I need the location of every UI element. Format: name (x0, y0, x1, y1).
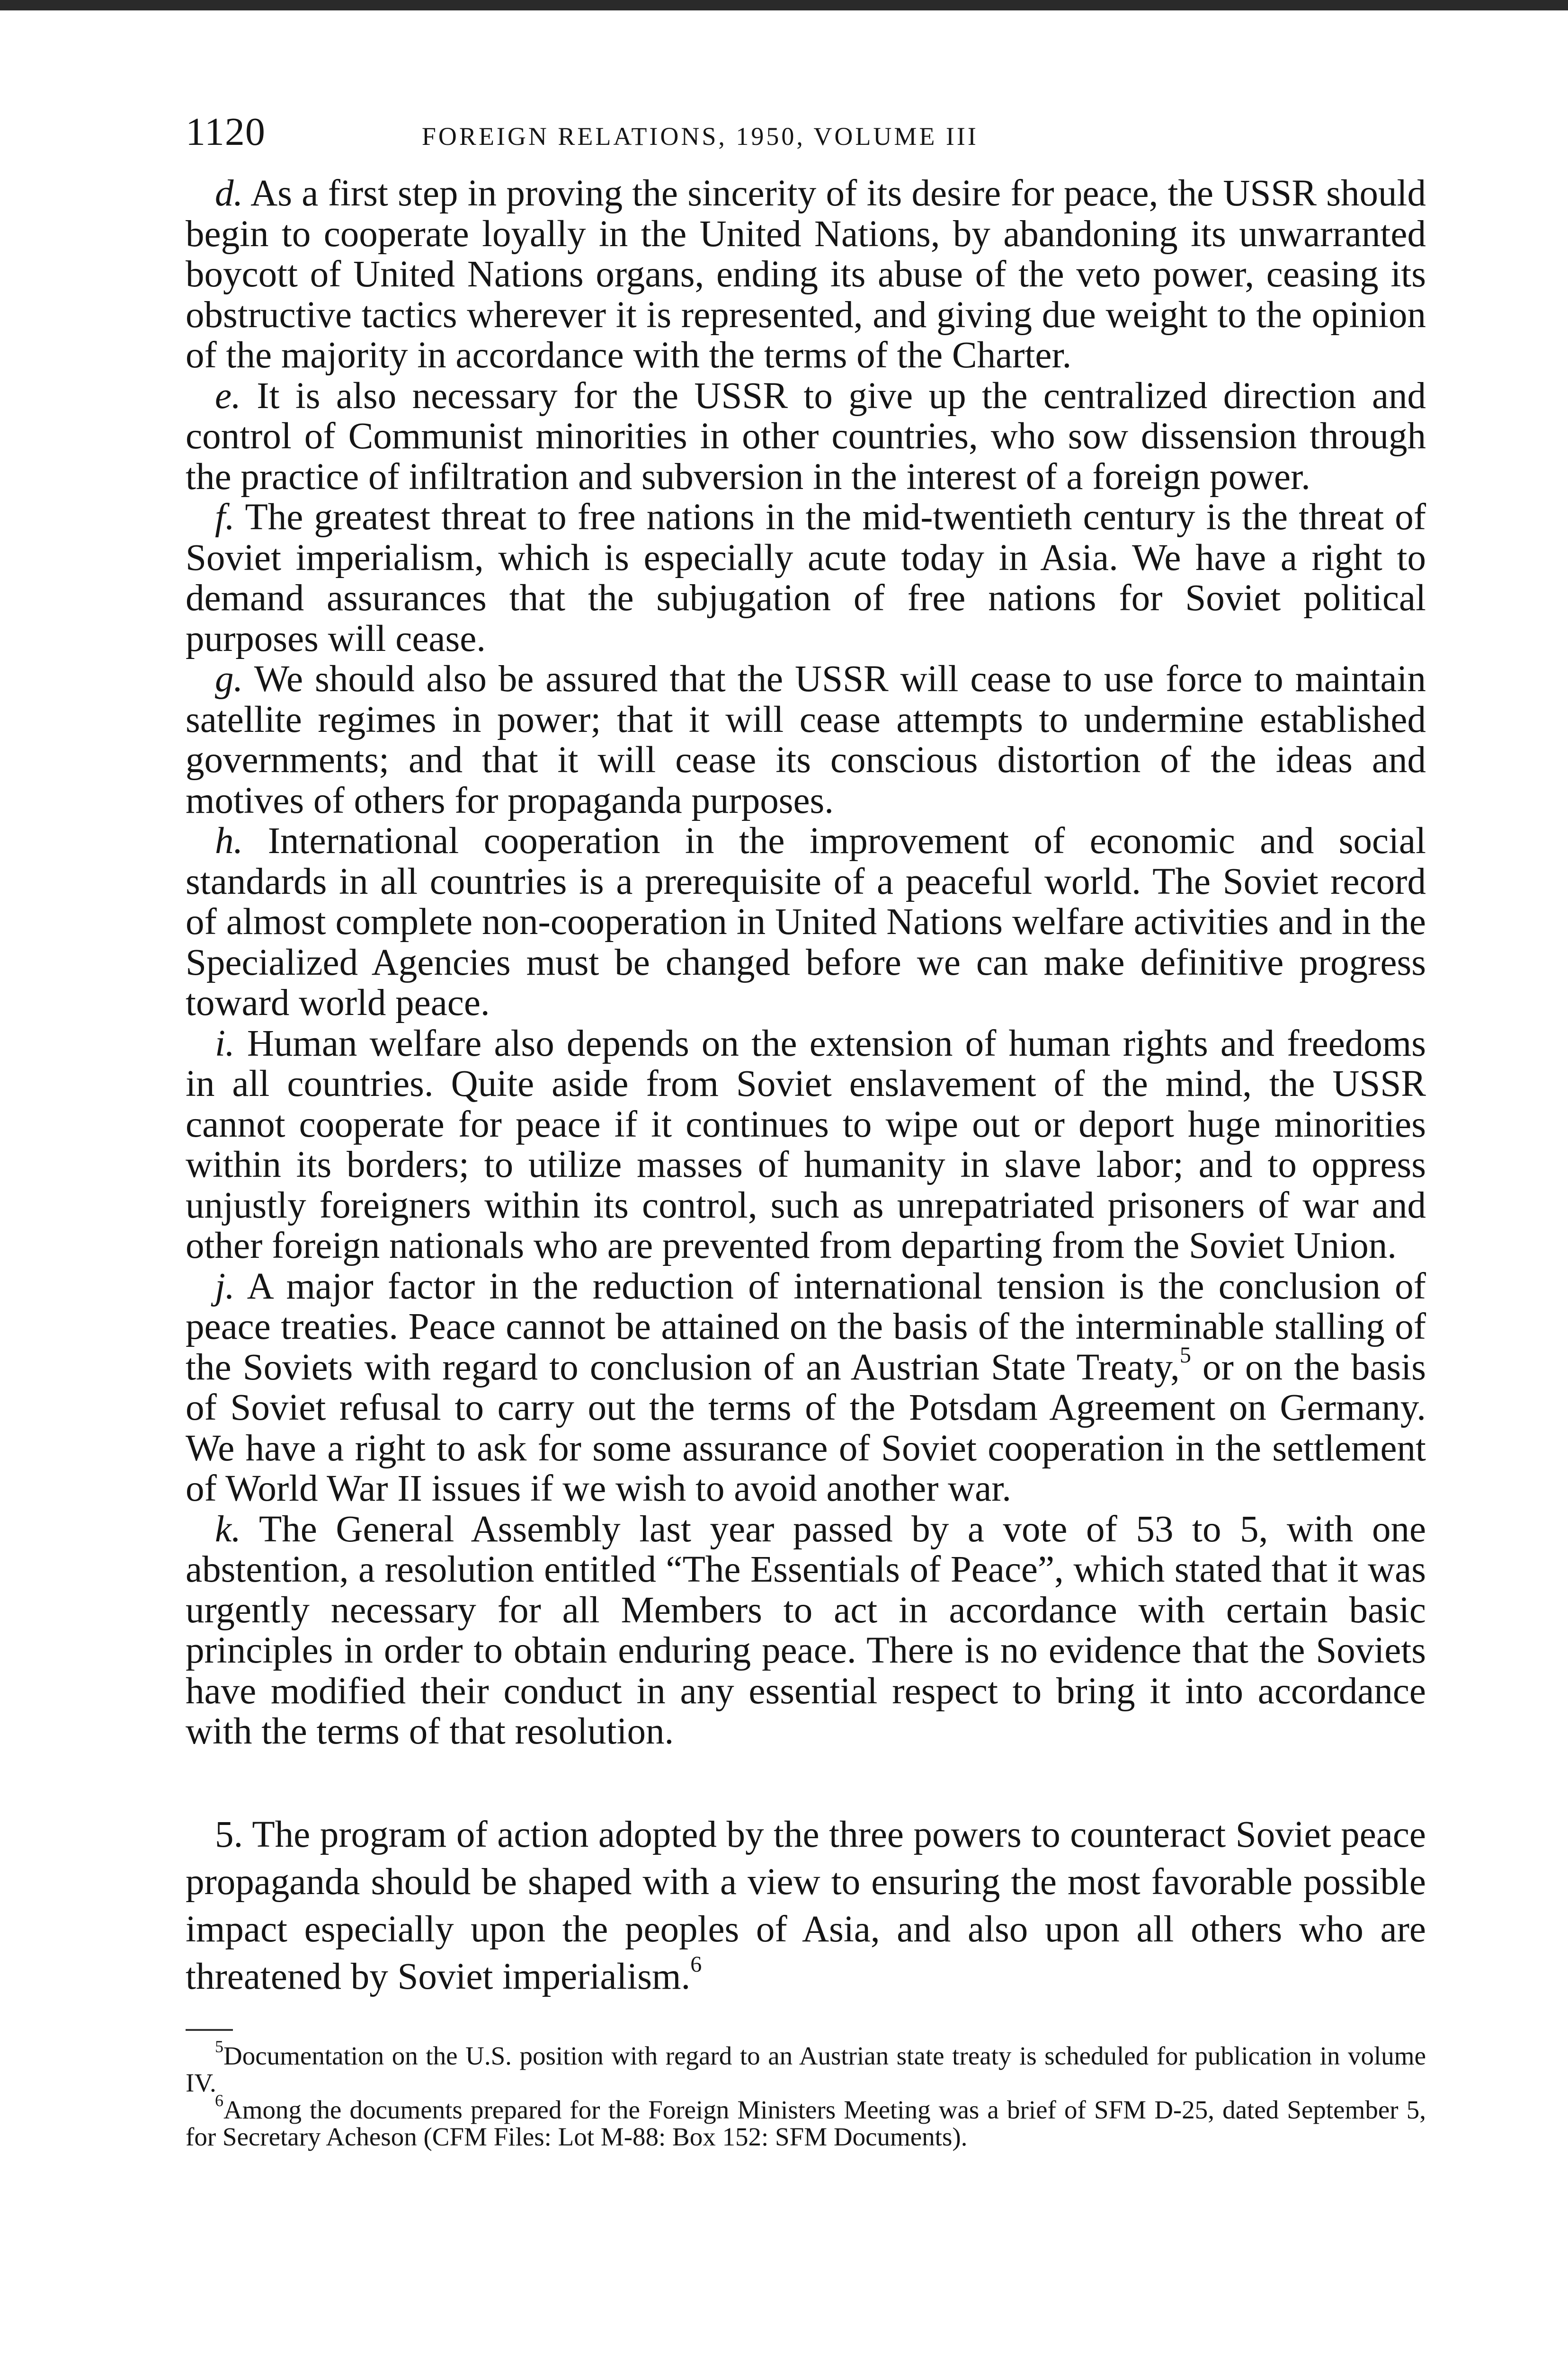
footnote-marker: 5 (215, 2037, 223, 2056)
footnote-divider (186, 2029, 233, 2031)
footnote-text: Among the documents prepared for the Foreign Ministers Meeting was a brief of SFM D-25, dated September 5, for Secretary Acheson (CFM Files: Lot M-88: Box 152: SFM Documents). (186, 2095, 1426, 2151)
item-label: f. (215, 497, 235, 538)
paragraph-text: A major factor in the reduction of international tension is the conclusion of peace treaties. Peace cannot be attained on the basis of the interminable stalling of the Soviets with regard to conclusion of an Austrian State Treaty, (186, 1265, 1426, 1388)
paragraph-i (186, 1023, 1426, 1266)
footnote-marker: 6 (215, 2091, 223, 2110)
item-label: g. (215, 658, 243, 700)
paragraph-d (186, 173, 1426, 376)
paragraph-g (186, 659, 1426, 821)
paragraph-text: The greatest threat to free nations in the mid-twentieth century is the threat of Soviet imperialism, which is especially acute today in Asia. We have a right to demand assurances that the subjugation of free nations for Soviet political purposes will cease. (186, 497, 1426, 659)
paragraph-text: The General Assembly last year passed by a vote of 53 to 5, with one abstention, a resolution entitled “The Essentials of Peace”, which stated that it was urgently necessary for all Members to act in accordance with certain basic principles in order to obtain enduring peace. There is no evidence that the Soviets have modified their conduct in any essential respect to bring it into accordance with the terms of that resolution. (186, 1508, 1426, 1752)
item-label: h. (215, 820, 243, 862)
paragraph-text: International cooperation in the improvement of economic and social standards in all countries is a prerequisite of a peaceful world. The Soviet record of almost complete non-cooperation in United Nations welfare activities and in the Specialized Agencies must be changed before we can make definitive progress toward world peace. (186, 820, 1426, 1023)
paragraph-text: It is also necessary for the USSR to give up the centralized direction and control of Communist minorities in other countries, who sow dissension through the practice of infiltration and subversion in the interest of a foreign power. (186, 375, 1426, 498)
item-label: e. (215, 375, 241, 417)
item-label: k. (215, 1508, 241, 1550)
section-5 (186, 1811, 1426, 2001)
paragraph-text: Human welfare also depends on the extension of human rights and freedoms in all countries. Quite aside from Soviet enslavement of the mind, the USSR cannot cooperate for peace if it continues to wipe out or deport huge minorities within its borders; to utilize masses of humanity in slave labor; and to oppress unjustly foreigners within its control, such as unrepatriated prisoners of war and other foreign nationals who are prevented from departing from the Soviet Union. (186, 1023, 1426, 1266)
body-text (186, 173, 1426, 2001)
page-header (186, 109, 1426, 170)
page-top-edge (0, 0, 1568, 10)
document-page (186, 109, 1426, 2150)
paragraph-h (186, 821, 1426, 1023)
running-head: FOREIGN RELATIONS, 1950, VOLUME III (421, 122, 979, 151)
footnote-ref-5[interactable]: 5 (1179, 1343, 1191, 1368)
paragraph-text-cont: or on the basis of Soviet refusal to carry out the terms of the Potsdam Agreement on Germany. We have a right to ask for some assurance of Soviet cooperation in the settlement of World War II issues if we wish to avoid another war. (186, 1346, 1426, 1509)
paragraph-text: We should also be assured that the USSR will cease to use force to maintain satellite regimes in power; that it will cease attempts to undermine established governments; and that it will cease its conscious distortion of the ideas and motives of others for propaganda purposes. (186, 658, 1426, 821)
paragraph-e (186, 376, 1426, 498)
paragraph-k (186, 1509, 1426, 1752)
paragraph-text: As a first step in proving the sincerity of its desire for peace, the USSR should begin to cooperate loyally in the United Nations, by abandoning its unwarranted boycott of United Nations organs, ending its abuse of the veto power, ceasing its obstructive tactics wherever it is represented, and giving due weight to the opinion of the majority in accordance with the terms of the Charter. (186, 173, 1426, 376)
item-label: j. (215, 1265, 235, 1307)
item-label: d. (215, 173, 243, 214)
footnotes (186, 2037, 1426, 2151)
item-label: i. (215, 1023, 235, 1064)
section-5-text: 5. The program of action adopted by the three powers to counteract Soviet peace propaganda should be shaped with a view to ensuring the most favorable possible impact especially upon the peoples of Asia, and also upon all others who are threatened by Soviet imperialism. (186, 1814, 1426, 1997)
paragraph-f (186, 497, 1426, 659)
footnote-5 (186, 2037, 1426, 2097)
paragraph-j (186, 1266, 1426, 1509)
footnote-6 (186, 2091, 1426, 2151)
footnote-ref-6[interactable]: 6 (690, 1952, 702, 1977)
footnote-text: Documentation on the U.S. position with regard to an Austrian state treaty is scheduled for publication in volume IV. (186, 2041, 1426, 2097)
page-number: 1120 (186, 110, 266, 154)
